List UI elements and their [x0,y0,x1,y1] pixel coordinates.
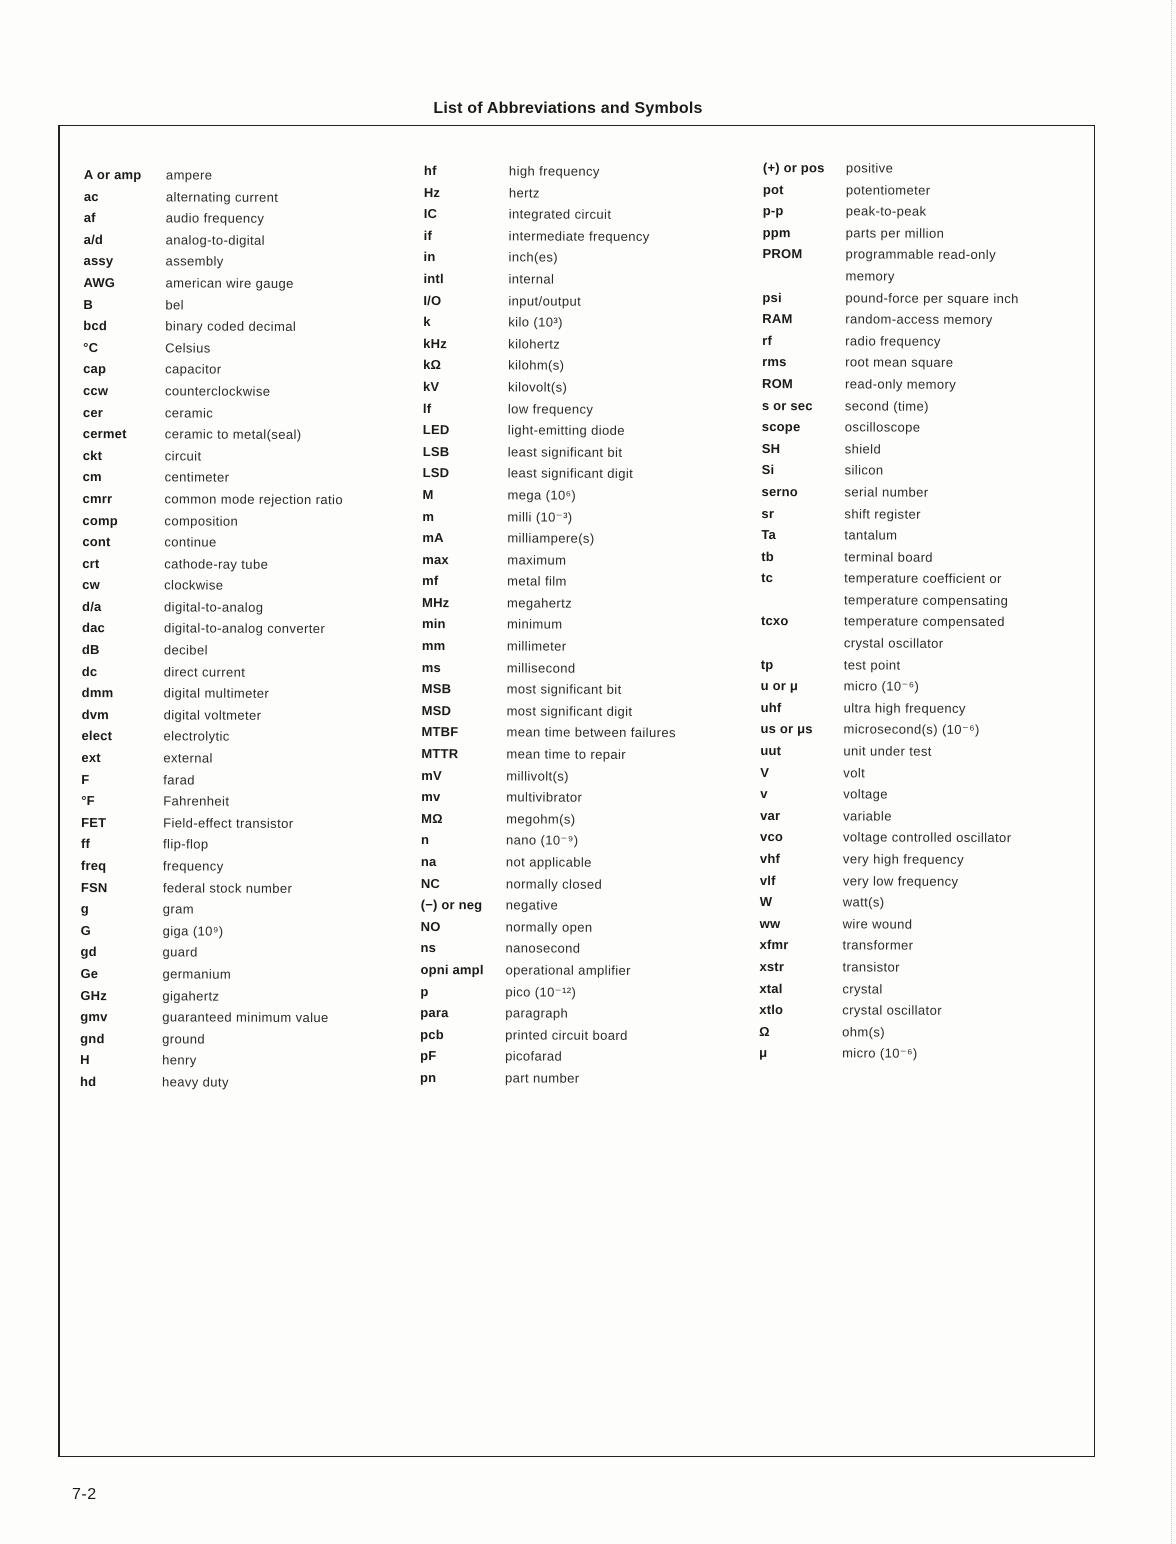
meaning: temperature compensating [844,592,1009,608]
meaning: unit under test [843,743,932,759]
meaning: pound-force per square inch [845,289,1019,306]
abbreviation: pcb [420,1026,444,1042]
meaning: gigahertz [162,987,220,1004]
abbreviation: H [80,1052,90,1068]
abbreviation: vhf [759,850,781,867]
meaning: maximum [507,552,567,568]
meaning: millivolt(s) [506,767,569,784]
abbreviation: vlf [759,872,776,888]
meaning: least significant digit [507,465,634,482]
meaning: guaranteed minimum value [162,1009,329,1026]
meaning: least significant bit [507,444,623,460]
abbreviation: serno [761,483,798,500]
abbreviation: NC [420,875,441,891]
abbreviation: ext [81,750,101,766]
abbreviation: pot [762,181,784,197]
abbreviation: tp [760,656,774,672]
meaning: analog-to-digital [165,232,266,248]
abbreviation: freq [80,857,107,874]
meaning: millimeter [506,638,567,654]
abbreviation: elect [81,728,113,744]
abbreviation: k [423,314,431,330]
abbreviation: lf [422,400,432,416]
abbreviation: g [80,901,89,917]
abbreviation: MSB [421,681,452,697]
meaning: terminal board [844,549,933,565]
abbreviation: Ge [80,965,99,982]
meaning: programmable read-only [845,246,997,263]
abbreviation: hf [423,162,437,179]
meaning: shield [844,441,882,457]
meaning: potentiometer [845,181,931,198]
meaning: digital multimeter [163,685,270,702]
abbreviation: cm [82,469,102,485]
meaning: capacitor [165,361,222,377]
meaning: light-emitting diode [507,422,625,439]
abbreviation: MHz [422,594,450,610]
abbreviation: °F [81,793,95,809]
abbreviation: B [83,296,94,312]
meaning: peak-to-peak [845,203,927,219]
meaning: printed circuit board [505,1027,628,1043]
meaning: milli (10⁻³) [507,508,573,525]
abbreviation: dmm [81,685,114,701]
meaning: normally open [505,919,593,935]
abbreviation: hd [79,1073,97,1089]
scan-edge-marks [1165,0,1172,1544]
meaning: multivibrator [506,789,583,805]
abbreviation: cw [82,577,100,593]
meaning: mega (10⁶) [507,487,577,503]
meaning: digital voltmeter [163,707,262,723]
abbreviation: gmv [80,1009,108,1025]
meaning: intermediate frequency [508,228,650,244]
meaning: millisecond [506,660,576,676]
meaning: very low frequency [842,872,959,889]
abbreviation: ww [759,915,781,931]
abbreviation: cont [82,534,111,550]
meaning: mean time between failures [506,724,676,741]
abbreviation: na [420,853,437,870]
meaning: temperature coefficient or [844,570,1002,587]
abbreviation: xtal [759,980,783,996]
abbreviation: RAM [762,311,793,327]
meaning: radio frequency [845,333,941,349]
meaning: transistor [842,959,900,975]
abbreviation: Ta [761,527,776,543]
meaning: direct current [163,664,246,680]
meaning: megohm(s) [506,811,576,827]
meaning: assembly [165,253,224,269]
meaning: ceramic to metal(seal) [164,426,302,443]
meaning: germanium [162,966,232,982]
abbreviation: scope [761,419,801,435]
abbreviation: a/d [83,231,104,247]
abbreviation: sr [761,505,775,521]
abbreviation: vco [760,829,784,845]
meaning: electrolytic [163,728,230,745]
abbreviation: intl [423,270,444,287]
abbreviation: rms [762,354,787,370]
meaning: volt [843,764,866,781]
abbreviation: M [422,486,434,502]
meaning: most significant digit [506,703,633,719]
abbreviation: s or sec [761,397,813,413]
meaning: kilohm(s) [508,357,565,373]
meaning: Field-effect transistor [163,815,294,831]
meaning: crystal [842,980,883,997]
meaning: hertz [508,184,540,201]
meaning: silicon [844,462,884,478]
abbreviation: xstr [759,958,785,975]
abbreviation: pF [420,1048,437,1064]
meaning: micro (10⁻⁶) [842,1045,918,1062]
meaning: memory [845,268,895,284]
meaning: second (time) [844,397,929,414]
abbreviation: dvm [81,706,109,722]
abbreviation: AWG [83,274,116,291]
meaning: counterclockwise [164,383,271,399]
meaning: Celsius [165,340,211,356]
abbreviation: tcxo [760,613,789,629]
meaning: mean time to repair [506,746,627,762]
meaning: random-access memory [845,311,993,328]
meaning: american wire gauge [165,275,294,291]
abbreviation: af [83,210,96,226]
meaning: serial number [844,484,929,500]
abbreviation: W [759,894,773,910]
abbreviation: rf [762,332,773,348]
meaning: negative [505,897,559,913]
abbreviation: m [422,508,435,524]
meaning: picofarad [505,1048,563,1064]
abbreviation: tc [761,570,774,586]
meaning: test point [843,657,901,673]
abbreviation: gnd [80,1030,105,1046]
abbreviation: A or amp [83,166,142,183]
abbreviation: cer [82,404,104,420]
abbreviation: gd [80,944,97,960]
meaning: cathode-ray tube [164,556,269,572]
abbreviation: GHz [80,987,108,1003]
abbreviation: LSD [422,465,450,481]
meaning: transformer [842,937,914,954]
meaning: inch(es) [508,249,559,265]
abbreviation: uhf [760,699,782,715]
abbreviation: var [760,807,781,823]
abbreviation: dc [81,663,98,679]
meaning: kilohertz [508,336,561,352]
meaning: composition [164,512,239,529]
meaning: megahertz [507,595,573,611]
meaning: farad [163,771,195,788]
meaning: ceramic [164,404,214,421]
meaning: kilo (10³) [508,314,563,330]
meaning: henry [162,1052,197,1068]
abbreviation: MΩ [421,810,443,826]
meaning: temperature compensated [843,613,1005,630]
abbreviation: psi [762,289,782,305]
abbreviation: d/a [82,598,102,614]
meaning: variable [843,808,892,824]
meaning: minimum [506,616,563,633]
meaning: shift register [844,505,921,522]
meaning: ampere [165,167,213,183]
meaning: gram [162,901,195,917]
abbreviation: max [422,551,449,567]
abbreviation: v [760,786,768,802]
abbreviation: ns [420,940,437,956]
abbreviation: PROM [762,246,803,262]
abbreviation: (+) or pos [762,159,825,176]
abbreviation: cmrr [82,490,113,507]
abbreviation: mV [421,767,442,783]
meaning: audio frequency [165,210,265,226]
meaning: milliampere(s) [507,530,595,546]
abbreviation: ROM [761,375,793,392]
abbreviation: cermet [82,426,127,442]
abbreviation: FSN [80,879,108,895]
meaning: Fahrenheit [163,793,230,809]
abbreviation: p-p [762,203,784,219]
meaning: watt(s) [842,894,885,910]
abbreviation: if [423,227,433,243]
abbreviation: in [423,249,436,265]
meaning: input/output [508,292,582,309]
meaning: root mean square [845,354,954,371]
meaning: nano (10⁻⁹) [505,832,579,849]
meaning: ground [162,1031,206,1047]
abbreviation: ac [83,188,99,204]
meaning: integrated circuit [508,206,612,223]
abbreviation: μ [759,1045,768,1061]
meaning: alternating current [165,188,279,205]
page-title: List of Abbreviations and Symbols [433,100,703,117]
meaning: federal stock number [162,879,293,896]
meaning: voltage controlled oscillator [842,829,1012,846]
meaning: frequency [162,858,224,874]
abbreviation: V [760,764,770,780]
meaning: bel [165,296,184,312]
abbreviation: tb [761,548,774,564]
meaning: operational amplifier [505,962,631,978]
abbreviation: dac [81,620,106,636]
abbreviation: Ω [759,1023,770,1039]
meaning: digital-to-analog [164,599,264,615]
abbreviation: mv [421,789,441,805]
abbreviation: ckt [82,447,103,463]
meaning: read-only memory [844,376,957,392]
meaning: decibel [163,642,208,658]
meaning: tantalum [844,527,898,543]
meaning: oscilloscope [844,419,921,435]
abbreviation: cap [83,361,107,377]
abbreviation: kHz [423,335,447,351]
meaning: not applicable [505,854,592,870]
abbreviation: u or μ [760,678,799,694]
abbreviation: IC [423,206,438,222]
meaning: kilovolt(s) [507,379,568,395]
meaning: crystal oscillator [843,635,944,651]
meaning: pico (10⁻¹²) [505,983,577,1000]
meaning: common mode rejection ratio [164,491,344,508]
meaning: clockwise [164,577,224,593]
abbreviation: mA [422,530,444,546]
abbreviation: xfmr [759,937,789,953]
abbreviation: uut [760,743,782,759]
page-number: 7-2 [72,1486,97,1503]
abbreviation: kV [422,378,440,395]
meaning: positive [845,160,894,176]
abbreviation: Si [761,462,775,478]
meaning: nanosecond [505,940,581,957]
meaning: very high frequency [842,851,965,867]
abbreviation: I/O [423,292,442,308]
abbreviation: LED [422,422,450,438]
abbreviation: NO [420,918,441,934]
meaning: circuit [164,448,202,464]
meaning: parts per million [845,225,945,241]
abbreviation: F [81,771,90,787]
abbreviation: ms [421,659,442,675]
abbreviation: MSD [421,702,452,718]
abbreviation: MTTR [421,746,459,762]
abbreviation: kΩ [423,357,442,373]
abbreviation: Hz [423,184,441,200]
abbreviation: crt [82,555,100,571]
meaning: flip-flop [162,836,209,852]
meaning: binary coded decimal [165,318,297,335]
abbreviation: comp [82,512,118,528]
meaning: metal film [507,573,567,589]
abbreviation: ff [81,836,91,852]
abbreviation: °C [83,339,99,355]
meaning: normally closed [505,875,603,892]
meaning: ultra high frequency [843,700,966,716]
abbreviation: (−) or neg [420,897,483,913]
abbreviation: us or μs [760,721,813,737]
abbreviation: opni ampl [420,961,484,978]
meaning: paragraph [505,1005,569,1021]
abbreviation: mm [421,638,446,654]
abbreviation: assy [83,253,114,269]
abbreviation: mf [422,573,439,589]
meaning: micro (10⁻⁶) [843,678,920,694]
abbreviation: SH [761,440,781,456]
meaning: crystal oscillator [842,1002,942,1018]
abbreviation: xtlo [759,1002,784,1018]
abbreviation: para [420,1005,449,1021]
meaning: part number [504,1070,580,1086]
abbreviation: FET [81,814,107,830]
abbreviation: n [421,832,430,848]
abbreviation: ppm [762,224,791,240]
abbreviation: G [80,922,92,938]
meaning: continue [164,534,217,550]
meaning: most significant bit [506,681,622,698]
abbreviation: p [420,983,429,999]
meaning: microsecond(s) (10⁻⁶) [843,721,980,738]
abbreviation: bcd [83,318,108,334]
meaning: heavy duty [161,1074,229,1090]
abbreviation: ccw [82,382,109,399]
meaning: low frequency [507,400,594,417]
meaning: giga (10⁹) [162,923,224,939]
meaning: guard [162,944,198,960]
meaning: ohm(s) [842,1024,886,1040]
meaning: high frequency [508,163,600,179]
abbreviation: dB [81,642,100,658]
meaning: external [163,750,213,766]
abbreviation: LSB [422,443,450,459]
abbreviation: pn [419,1069,437,1085]
meaning: wire wound [842,916,913,932]
abbreviation: MTBF [421,724,459,740]
abbreviation: min [421,616,446,632]
meaning: digital-to-analog converter [163,620,326,637]
meaning: voltage [843,786,888,802]
meaning: internal [508,271,555,287]
meaning: centimeter [164,469,230,485]
